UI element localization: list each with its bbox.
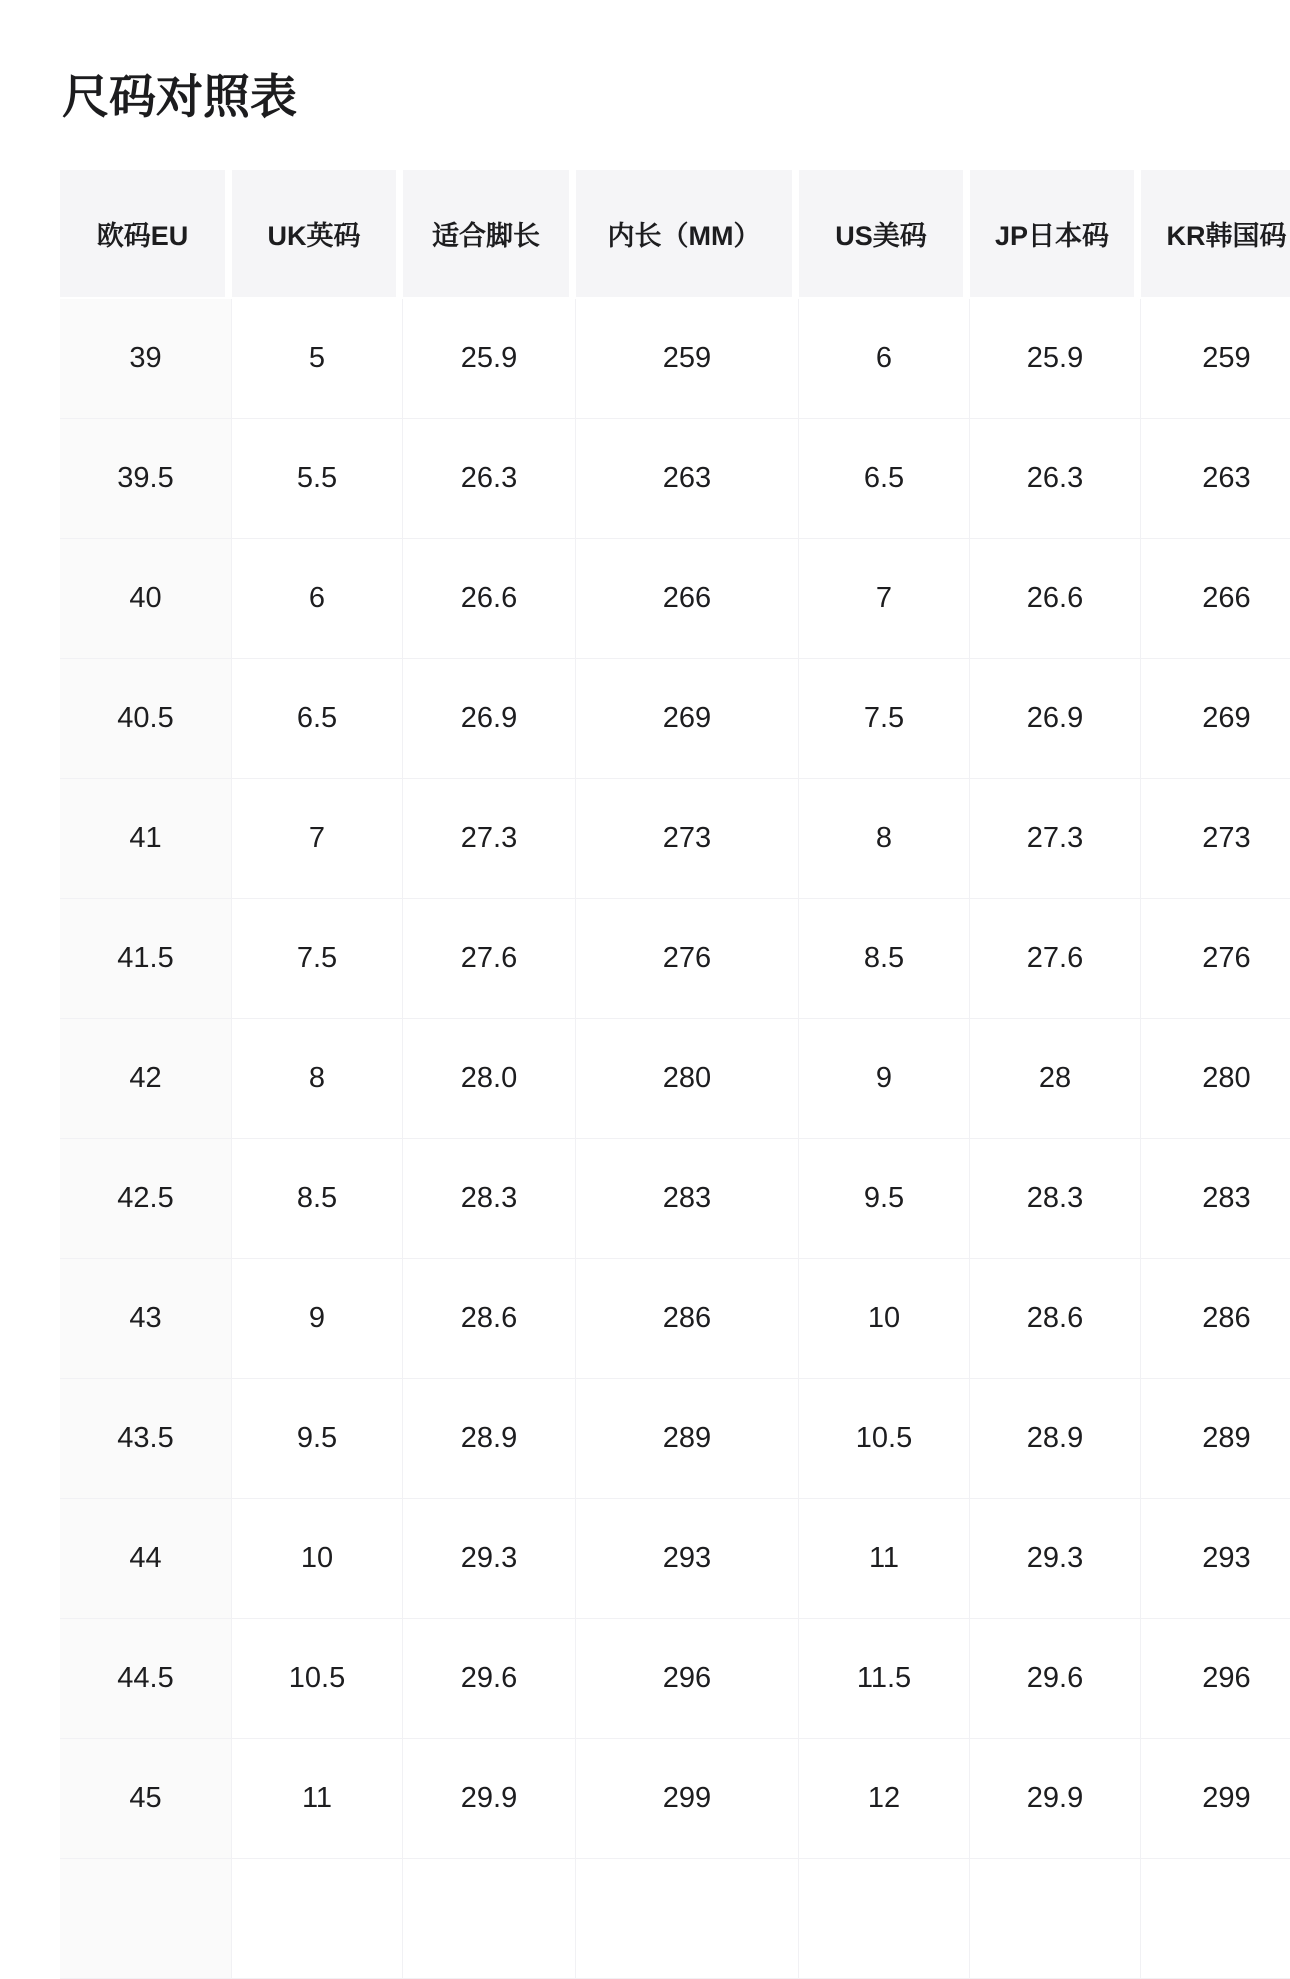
table-row-partial — [60, 1859, 1290, 1979]
table-cell — [403, 1859, 576, 1979]
table-cell: 289 — [576, 1379, 799, 1499]
table-row — [60, 299, 1290, 419]
table-cell: 276 — [576, 899, 799, 1019]
table-cell: 8 — [799, 779, 970, 899]
table-row — [60, 1259, 1290, 1379]
table-cell: 11.5 — [799, 1619, 970, 1739]
table-cell: 40.5 — [60, 659, 232, 779]
table-cell: 6.5 — [232, 659, 403, 779]
table-cell: 29.9 — [403, 1739, 576, 1859]
table-cell: 43 — [60, 1259, 232, 1379]
table-cell: 6 — [799, 299, 970, 419]
table-cell: 5.5 — [232, 419, 403, 539]
table-cell: 28.6 — [970, 1259, 1141, 1379]
table-cell: 299 — [576, 1739, 799, 1859]
table-cell: 25.9 — [970, 299, 1141, 419]
table-cell: 263 — [1141, 419, 1290, 539]
table-cell: 10.5 — [232, 1619, 403, 1739]
column-header: UK英码 — [232, 170, 403, 299]
table-cell: 28.6 — [403, 1259, 576, 1379]
table-cell: 41.5 — [60, 899, 232, 1019]
table-cell: 296 — [1141, 1619, 1290, 1739]
page-title: 尺码对照表 — [62, 70, 297, 123]
table-cell: 27.3 — [970, 779, 1141, 899]
table-cell: 266 — [576, 539, 799, 659]
column-header: 适合脚长 — [403, 170, 576, 299]
table-cell — [799, 1859, 970, 1979]
table-row — [60, 659, 1290, 779]
table-cell: 8 — [232, 1019, 403, 1139]
table-cell: 9 — [799, 1019, 970, 1139]
table-cell: 39.5 — [60, 419, 232, 539]
table-row — [60, 419, 1290, 539]
table-cell: 42 — [60, 1019, 232, 1139]
table-body — [60, 299, 1290, 1979]
table-cell: 259 — [1141, 299, 1290, 419]
table-row — [60, 539, 1290, 659]
table-cell — [232, 1859, 403, 1979]
table-cell: 280 — [1141, 1019, 1290, 1139]
column-header: US美码 — [799, 170, 970, 299]
column-header: 欧码EU — [60, 170, 232, 299]
table-cell: 296 — [576, 1619, 799, 1739]
table-cell: 8.5 — [799, 899, 970, 1019]
table-cell: 9.5 — [232, 1379, 403, 1499]
table-cell: 286 — [1141, 1259, 1290, 1379]
table-header — [60, 170, 1290, 299]
table-row — [60, 899, 1290, 1019]
table-cell: 286 — [576, 1259, 799, 1379]
table-cell: 293 — [1141, 1499, 1290, 1619]
table-cell: 7.5 — [232, 899, 403, 1019]
table-cell: 11 — [799, 1499, 970, 1619]
table-row — [60, 1139, 1290, 1259]
table-cell — [60, 1859, 232, 1979]
table-cell: 29.3 — [970, 1499, 1141, 1619]
table-cell: 27.6 — [970, 899, 1141, 1019]
table-cell: 283 — [576, 1139, 799, 1259]
table-cell: 26.9 — [970, 659, 1141, 779]
table-cell: 26.3 — [970, 419, 1141, 539]
table-cell: 9.5 — [799, 1139, 970, 1259]
table-row — [60, 1019, 1290, 1139]
table-cell: 27.3 — [403, 779, 576, 899]
table-cell: 9 — [232, 1259, 403, 1379]
table-cell: 10.5 — [799, 1379, 970, 1499]
column-header: JP日本码 — [970, 170, 1141, 299]
size-table-container — [60, 170, 1290, 1979]
table-cell: 44.5 — [60, 1619, 232, 1739]
table-cell: 7.5 — [799, 659, 970, 779]
table-cell: 11 — [232, 1739, 403, 1859]
table-cell: 273 — [1141, 779, 1290, 899]
table-cell: 6.5 — [799, 419, 970, 539]
table-cell: 28.3 — [403, 1139, 576, 1259]
table-cell: 26.6 — [970, 539, 1141, 659]
table-cell: 26.3 — [403, 419, 576, 539]
table-cell: 29.3 — [403, 1499, 576, 1619]
table-row — [60, 1619, 1290, 1739]
table-cell: 26.6 — [403, 539, 576, 659]
table-cell: 280 — [576, 1019, 799, 1139]
table-cell: 44 — [60, 1499, 232, 1619]
table-row — [60, 1379, 1290, 1499]
table-cell: 263 — [576, 419, 799, 539]
table-cell: 269 — [1141, 659, 1290, 779]
table-cell: 27.6 — [403, 899, 576, 1019]
table-cell: 7 — [232, 779, 403, 899]
column-header: KR韩国码 — [1141, 170, 1290, 299]
table-cell: 299 — [1141, 1739, 1290, 1859]
table-cell: 10 — [232, 1499, 403, 1619]
table-cell: 45 — [60, 1739, 232, 1859]
table-cell: 28.9 — [970, 1379, 1141, 1499]
table-cell: 29.6 — [403, 1619, 576, 1739]
table-cell: 43.5 — [60, 1379, 232, 1499]
table-cell: 5 — [232, 299, 403, 419]
table-cell — [970, 1859, 1141, 1979]
table-cell: 39 — [60, 299, 232, 419]
table-row — [60, 779, 1290, 899]
table-cell — [576, 1859, 799, 1979]
table-cell: 29.6 — [970, 1619, 1141, 1739]
table-cell: 29.9 — [970, 1739, 1141, 1859]
table-cell — [1141, 1859, 1290, 1979]
table-cell: 42.5 — [60, 1139, 232, 1259]
table-cell: 283 — [1141, 1139, 1290, 1259]
header-row — [60, 170, 1290, 299]
table-cell: 8.5 — [232, 1139, 403, 1259]
table-cell: 6 — [232, 539, 403, 659]
table-row — [60, 1499, 1290, 1619]
table-cell: 12 — [799, 1739, 970, 1859]
table-cell: 28.0 — [403, 1019, 576, 1139]
table-cell: 269 — [576, 659, 799, 779]
table-cell: 289 — [1141, 1379, 1290, 1499]
table-cell: 28.3 — [970, 1139, 1141, 1259]
table-cell: 10 — [799, 1259, 970, 1379]
table-cell: 40 — [60, 539, 232, 659]
table-cell: 28.9 — [403, 1379, 576, 1499]
table-row — [60, 1739, 1290, 1859]
column-header: 内长（MM） — [576, 170, 799, 299]
table-cell: 266 — [1141, 539, 1290, 659]
table-cell: 41 — [60, 779, 232, 899]
table-cell: 26.9 — [403, 659, 576, 779]
size-conversion-table — [60, 170, 1290, 1979]
table-cell: 293 — [576, 1499, 799, 1619]
table-cell: 273 — [576, 779, 799, 899]
table-cell: 7 — [799, 539, 970, 659]
table-cell: 25.9 — [403, 299, 576, 419]
table-cell: 259 — [576, 299, 799, 419]
table-cell: 276 — [1141, 899, 1290, 1019]
table-cell: 28 — [970, 1019, 1141, 1139]
